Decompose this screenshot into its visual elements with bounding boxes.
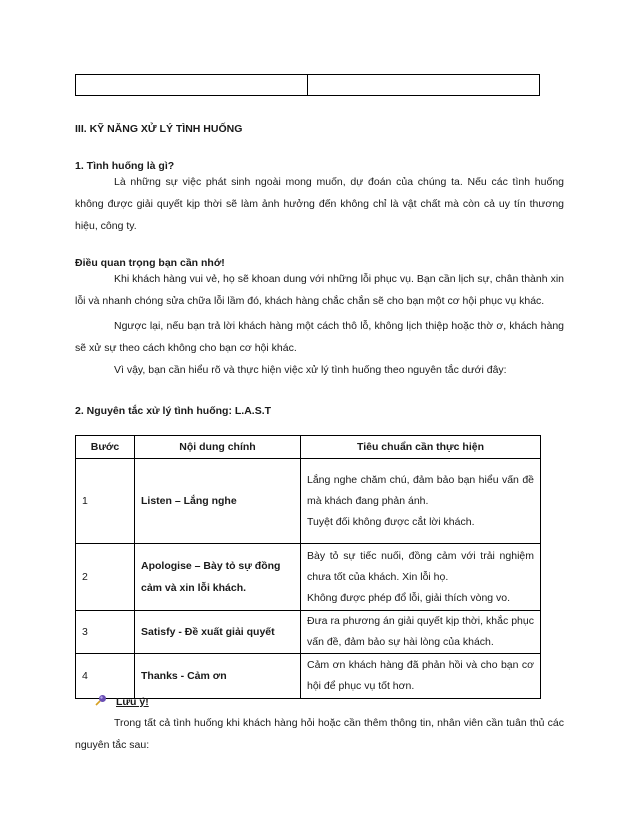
criteria-cell bbox=[301, 611, 541, 654]
section-title: III. KỸ NĂNG XỬ LÝ TÌNH HUỐNG bbox=[75, 123, 243, 135]
empty-table-cell bbox=[76, 75, 307, 95]
main-content: Thanks - Cảm ơn bbox=[135, 654, 301, 699]
table-row bbox=[76, 459, 541, 544]
important-paragraph-2: Ngược lại, nếu bạn trả lời khách hàng một cách thô lỗ, không lịch thiệp hoặc thờ ơ, khách hàng sẽ xử sự theo cách không cho bạn cơ hội khác. bbox=[75, 320, 564, 354]
note-label: Lưu ý! bbox=[116, 696, 149, 708]
table-row bbox=[76, 611, 541, 654]
q1-body: Là những sự việc phát sinh ngoài mong muốn, dự đoán của chúng ta. Nếu các tình huống không được giải quyết kịp thời sẽ làm ảnh hưởng đến không chỉ là vật chất mà còn cả uy tín thương hiệu, công ty. bbox=[75, 176, 564, 232]
important-paragraph-1: Khi khách hàng vui vẻ, họ sẽ khoan dung với những lỗi phục vụ. Bạn cần lịch sự, chân thành xin lỗi và nhanh chóng sửa chữa lỗi lầm đó, khách hàng chắc chắn sẽ cho bạn một cơ hội phục vụ khác. bbox=[75, 273, 564, 307]
q2-heading: 2. Nguyên tắc xử lý tình huống: L.A.S.T bbox=[75, 405, 272, 417]
criteria-cell bbox=[301, 654, 541, 699]
last-table bbox=[75, 435, 541, 699]
step-number: 1 bbox=[76, 459, 135, 544]
header-criteria: Tiêu chuẩn cần thực hiện bbox=[301, 436, 541, 459]
criteria-line: Lắng nghe chăm chú, đảm bảo bạn hiểu vấn đề mà khách đang phản ánh. bbox=[307, 473, 534, 507]
note-body: Trong tất cả tình huống khi khách hàng hỏi hoặc cần thêm thông tin, nhân viên cần tuân thủ các nguyên tắc sau: bbox=[75, 717, 564, 751]
empty-table-cell bbox=[307, 75, 539, 95]
step-number: 4 bbox=[76, 654, 135, 699]
important-heading: Điều quan trọng bạn cần nhớ! bbox=[75, 257, 225, 269]
header-main: Nội dung chính bbox=[135, 436, 301, 459]
header-step: Bước bbox=[76, 436, 135, 459]
criteria-line: Cảm ơn khách hàng đã phản hồi và cho bạn cơ hội để phục vụ tốt hơn. bbox=[307, 659, 534, 692]
criteria-cell bbox=[301, 459, 541, 544]
criteria-line: Tuyệt đối không được cắt lời khách. bbox=[307, 515, 475, 528]
main-content: Satisfy - Đề xuất giải quyết bbox=[135, 611, 301, 654]
criteria-line: Bày tỏ sự tiếc nuối, đồng cảm với trải nghiệm chưa tốt của khách. Xin lỗi họ. bbox=[307, 549, 534, 583]
q1-heading: 1. Tình huống là gì? bbox=[75, 160, 175, 172]
step-number: 3 bbox=[76, 611, 135, 654]
table-header-row bbox=[76, 436, 541, 459]
pushpin-icon bbox=[95, 694, 107, 706]
criteria-line: Không được phép đổ lỗi, giải thích vòng vo. bbox=[307, 591, 511, 604]
important-paragraph-3: Vì vậy, bạn cần hiểu rõ và thực hiện việc xử lý tình huống theo nguyên tắc dưới đây: bbox=[114, 364, 507, 376]
main-content: Listen – Lắng nghe bbox=[135, 459, 301, 544]
criteria-line: Đưa ra phương án giải quyết kịp thời, khắc phục vấn đề, đảm bảo sự hài lòng của khách. bbox=[307, 615, 534, 648]
table-row bbox=[76, 544, 541, 611]
empty-table bbox=[75, 74, 540, 96]
table-row bbox=[76, 654, 541, 699]
criteria-cell bbox=[301, 544, 541, 611]
step-number: 2 bbox=[76, 544, 135, 611]
main-content: Apologise – Bày tỏ sự đồng cảm và xin lỗi khách. bbox=[135, 544, 301, 611]
